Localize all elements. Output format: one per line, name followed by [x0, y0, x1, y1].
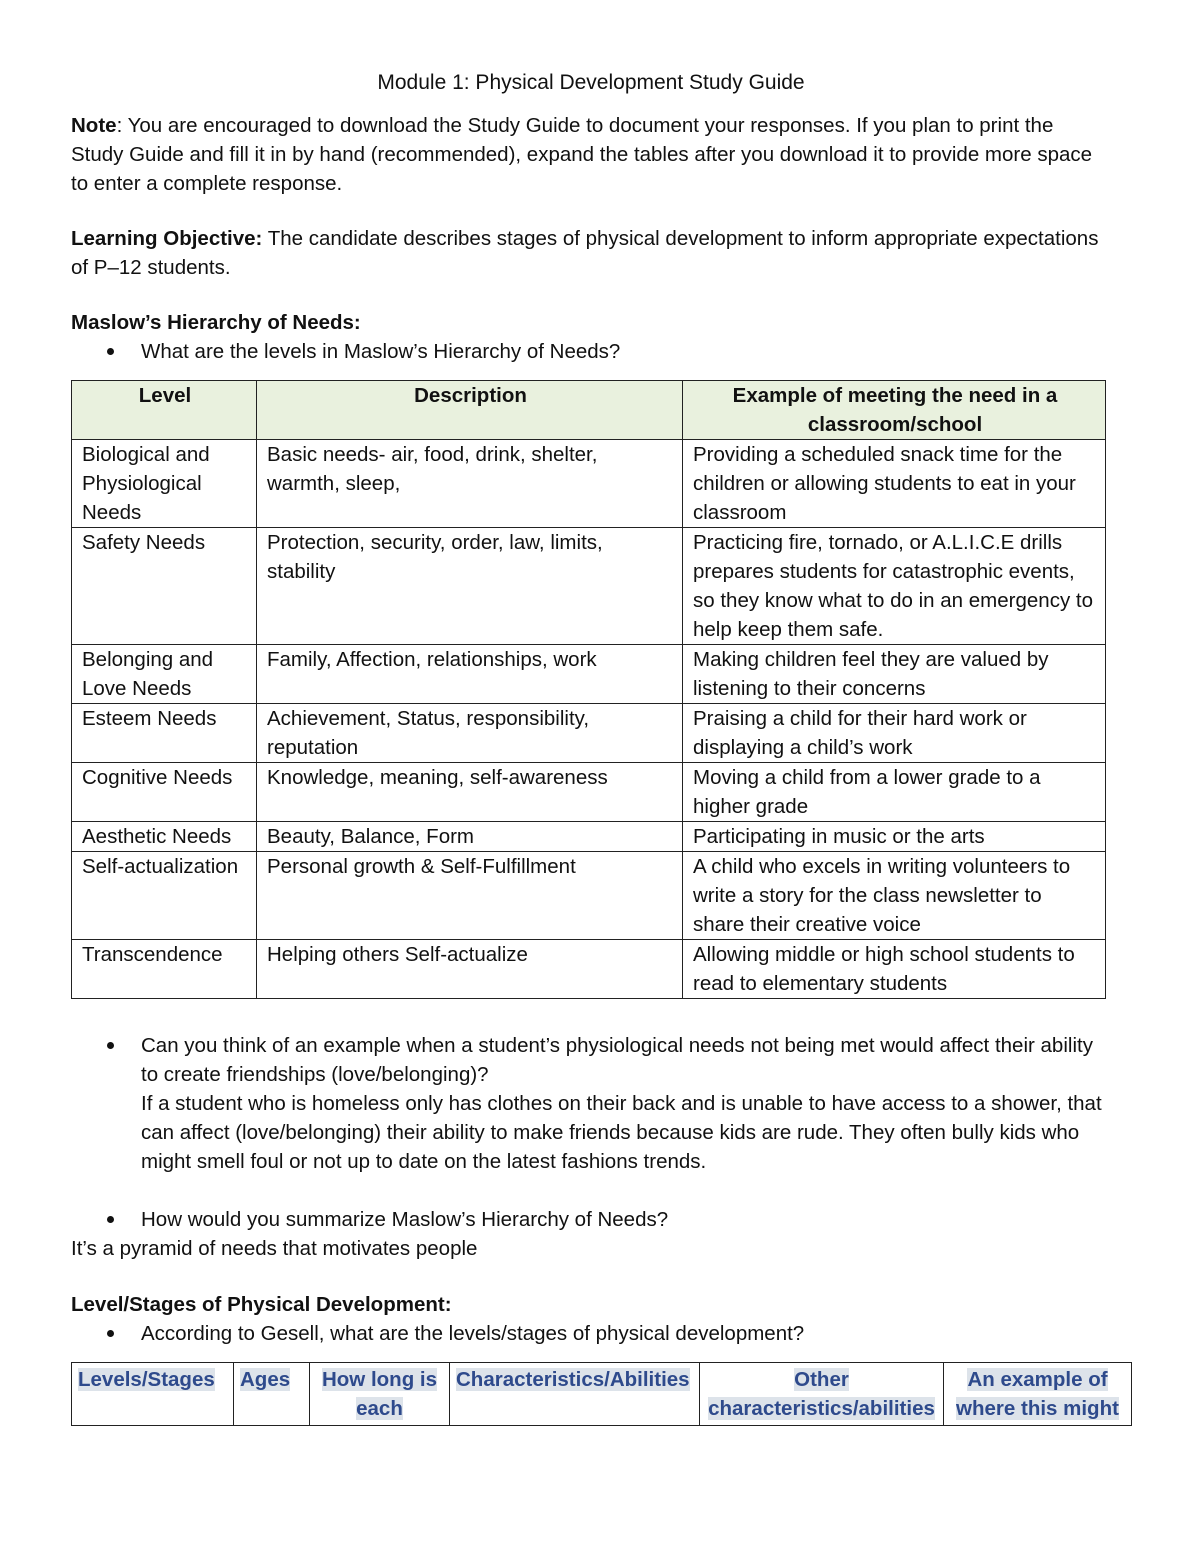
objective-label: Learning Objective:: [71, 227, 263, 250]
column-header-description: Description: [257, 381, 683, 440]
answer-3-text: It’s a pyramid of needs that motivates people: [71, 1237, 478, 1260]
example-cell: Moving a child from a lower grade to a higher grade: [683, 763, 1106, 822]
table-row: [72, 528, 1106, 645]
example-cell: Participating in music or the arts: [683, 822, 1106, 852]
description-cell: Family, Affection, relationships, work: [257, 645, 683, 704]
example-cell: Praising a child for their hard work or displaying a child’s work: [683, 704, 1106, 763]
gesell-table-header: [72, 1363, 1132, 1426]
level-cell: Cognitive Needs: [72, 763, 257, 822]
level-cell: Biological and Physiological Needs: [72, 440, 257, 528]
question-2-text: Can you think of an example when a student’s physiological needs not being met would affect their ability to create friendships (love/belonging)?: [141, 1034, 1093, 1086]
column-header-example: Example of meeting the need in a classroom/school: [683, 381, 1106, 440]
description-cell: Beauty, Balance, Form: [257, 822, 683, 852]
page-title: Module 1: Physical Development Study Guide: [377, 71, 805, 94]
description-cell: Basic needs- air, food, drink, shelter, warmth, sleep,: [257, 440, 683, 528]
level-cell: Belonging and Love Needs: [72, 645, 257, 704]
note-text: : You are encouraged to download the Study Guide to document your responses. If you plan to print the Study Guide and fill it in by hand (recommended), expand the tables after you download it to provide more space to enter a complete response.: [71, 114, 1093, 195]
gesell-question-list: [71, 1319, 1111, 1348]
level-cell: Aesthetic Needs: [72, 822, 257, 852]
maslow-question-2: [141, 1031, 1111, 1176]
example-cell: Providing a scheduled snack time for the children or allowing students to eat in your classroom: [683, 440, 1106, 528]
note-paragraph: [71, 111, 1111, 198]
objective-paragraph: [71, 224, 1111, 282]
table-row: [72, 822, 1106, 852]
maslow-question-3: How would you summarize Maslow’s Hierarchy of Needs?: [141, 1205, 1111, 1234]
column-header-levels-stages: Levels/Stages: [72, 1363, 234, 1426]
table-row: [72, 763, 1106, 822]
maslow-table: [71, 380, 1106, 999]
gesell-heading: Level/Stages of Physical Development:: [71, 1293, 452, 1316]
maslow-question-list: [71, 337, 1111, 366]
gesell-table: [71, 1362, 1132, 1426]
level-cell: Self-actualization: [72, 852, 257, 940]
description-cell: Helping others Self-actualize: [257, 940, 683, 999]
table-row: [72, 645, 1106, 704]
example-cell: Practicing fire, tornado, or A.L.I.C.E drills prepares students for catastrophic events, so they know what to do in an emergency to help keep them safe.: [683, 528, 1106, 645]
maslow-followup-list: [71, 1031, 1111, 1176]
maslow-table-header: [72, 381, 1106, 440]
column-header-level: Level: [72, 381, 257, 440]
document-page: [71, 68, 1119, 1426]
description-cell: Achievement, Status, responsibility, reputation: [257, 704, 683, 763]
maslow-summary-list: [71, 1205, 1111, 1234]
level-cell: Transcendence: [72, 940, 257, 999]
answer-2-text: If a student who is homeless only has clothes on their back and is unable to have access to a shower, that can affect (love/belonging) their ability to make friends because kids are rude. They often bully kids who might smell foul or not up to date on the latest fashions trends.: [141, 1092, 1102, 1173]
maslow-question-1: What are the levels in Maslow’s Hierarchy of Needs?: [141, 337, 1111, 366]
table-row: [72, 940, 1106, 999]
level-cell: Safety Needs: [72, 528, 257, 645]
column-header-characteristics: Characteristics/Abilities: [450, 1363, 700, 1426]
objective-text: The candidate describes stages of physical development to inform appropriate expectations of P–12 students.: [71, 227, 1099, 279]
table-row: [72, 852, 1106, 940]
table-row: [72, 704, 1106, 763]
table-row: [72, 440, 1106, 528]
column-header-example-where: An example of where this might: [944, 1363, 1132, 1426]
example-cell: Making children feel they are valued by listening to their concerns: [683, 645, 1106, 704]
column-header-other-characteristics: Other characteristics/abilities: [700, 1363, 944, 1426]
example-cell: Allowing middle or high school students to read to elementary students: [683, 940, 1106, 999]
gesell-question: According to Gesell, what are the levels/stages of physical development?: [141, 1319, 1111, 1348]
maslow-heading: Maslow’s Hierarchy of Needs:: [71, 311, 361, 334]
description-cell: Knowledge, meaning, self-awareness: [257, 763, 683, 822]
column-header-ages: Ages: [234, 1363, 310, 1426]
level-cell: Esteem Needs: [72, 704, 257, 763]
column-header-how-long: How long is each: [310, 1363, 450, 1426]
description-cell: Personal growth & Self-Fulfillment: [257, 852, 683, 940]
note-label: Note: [71, 114, 117, 137]
example-cell: A child who excels in writing volunteers to write a story for the class newsletter to share their creative voice: [683, 852, 1106, 940]
description-cell: Protection, security, order, law, limits, stability: [257, 528, 683, 645]
